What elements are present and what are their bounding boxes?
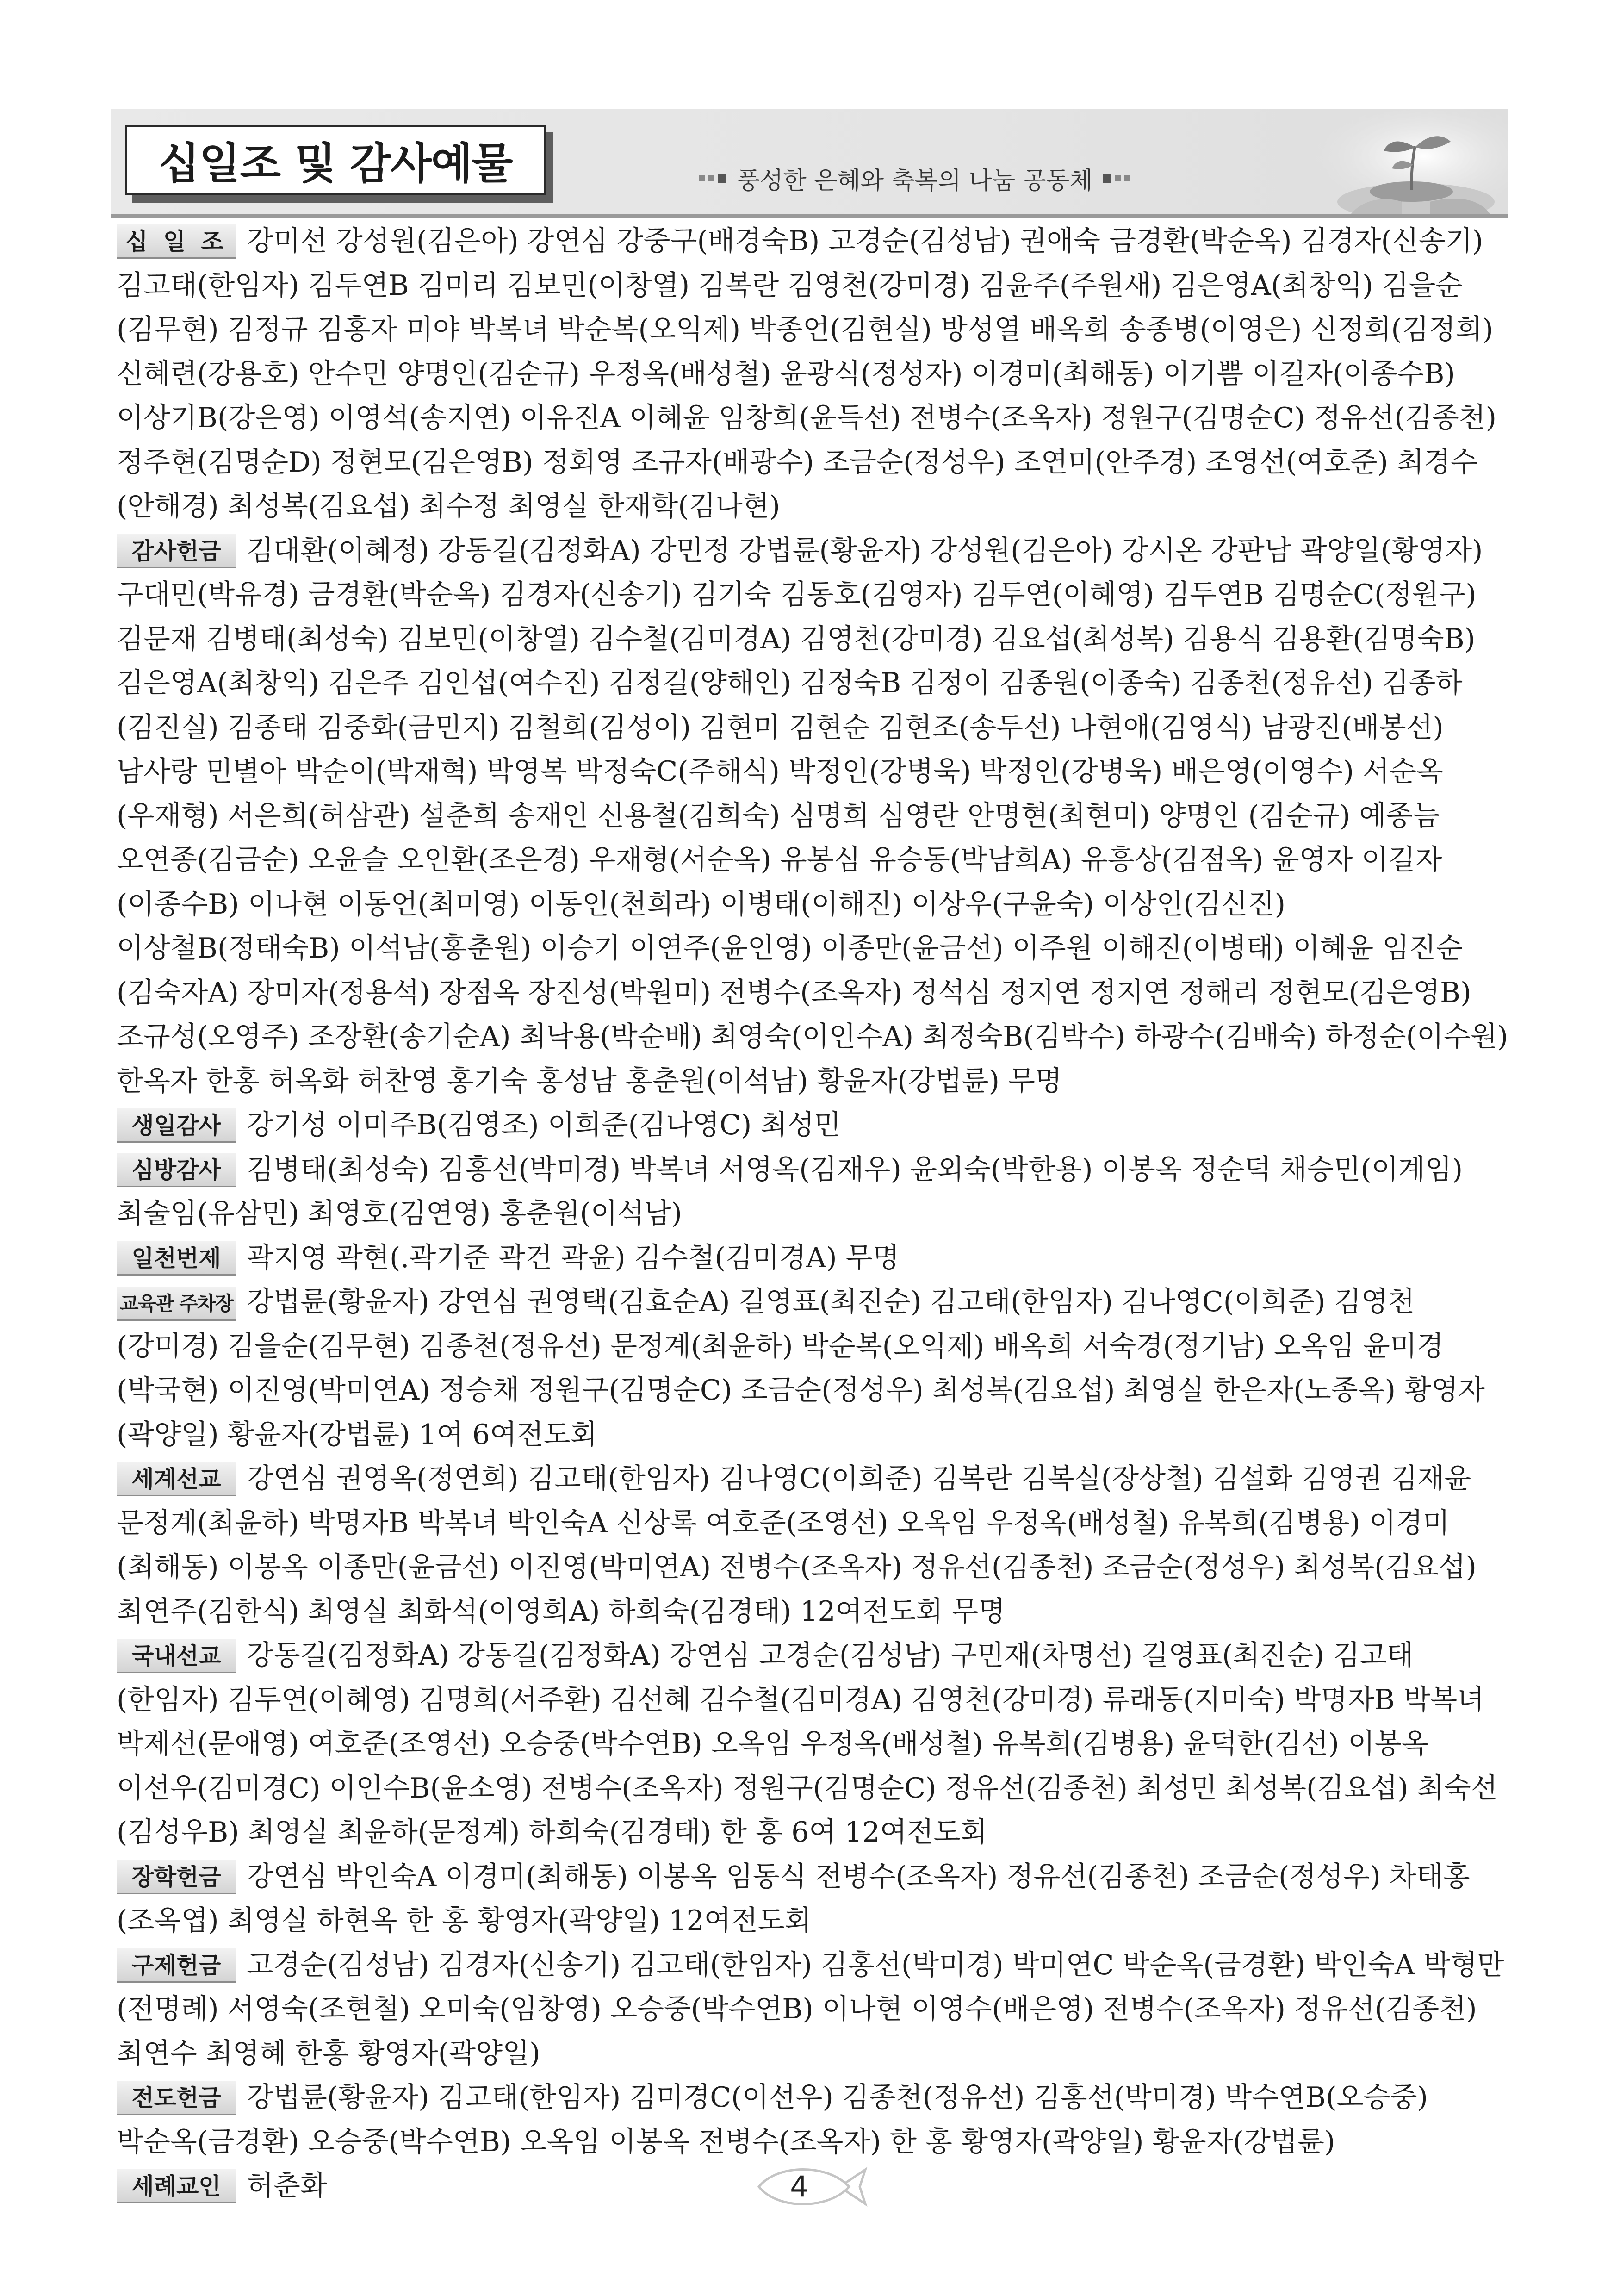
section-label: 십 일 조 (117, 224, 236, 259)
section-label: 세례교인 (117, 2169, 236, 2203)
page-title-box (125, 125, 546, 195)
section-label: 구제헌금 (117, 1948, 236, 1983)
section-thanks-offering (117, 529, 1509, 1104)
section-names: 김대환(이혜정) 강동길(김정화A) 강민정 강법륜(황윤자) 강성원(김은아) 강시온 강판남 곽양일(황영자) 구대민(박유경) 금경환(박순옥) 김경자(신송기) 김기숙 김동호(김영자) 김두연(이혜영) 김두연B 김명순C(정원구) 김문재 김병태(최성숙) 김보민(이창열) 김수철(김미경A) 김영천(강미경) 김요섭(최성복) 김용식 김용환(김명숙B) 김은영A(최창익) 김은주 김인섭(여수진) 김정길(양해인) 김정숙B 김정이 김종원(이종숙) 김종천(정유선) 김종하(김진실) 김종태 김중화(금민지) 김철희(김성이) 김현미 김현순 김현조(송두선) 나현애(김영식) 남광진(배봉선) 남사랑 민별아 박순이(박재혁) 박영복 박정숙C(주해식) 박정인(강병욱) 박정인(강병욱) 배은영(이영수) 서순옥(우재형) 서은희(허삼관) 설춘희 송재인 신용철(김희숙) 심명희 심영란 안명현(최현미) 양명인 (김순규) 예종늠 오연종(김금순) 오윤슬 오인환(조은경) 우재형(서순옥) 유봉심 유승동(박남희A) 유흥상(김점옥) 윤영자 이길자(이종수B) 이나현 이동언(최미영) 이동인(천희라) 이병태(이해진) 이상우(구윤숙) 이상인(김신진) 이상철B(정태숙B) 이석남(홍춘원) 이승기 이연주(윤인영) 이종만(윤금선) 이주원 이해진(이병태) 이혜윤 임진순(김숙자A) 장미자(정용석) 장점옥 장진성(박원미) 전병수(조옥자) 정석심 정지연 정지연 정해리 정현모(김은영B) 조규성(오영주) 조장환(송기순A) 최낙용(박순배) 최영숙(이인수A) 최정숙B(김박수) 하광수(김배숙) 하정순(이수원) 한옥자 한홍 허옥화 허찬영 홍기숙 홍성남 홍춘원(이석남) 황윤자(강법륜) 무명 (117, 534, 1508, 1097)
section-scholarship (117, 1855, 1509, 1943)
section-label: 세계선교 (117, 1462, 236, 1496)
page-title: 십일조 및 감사예물 (158, 139, 513, 188)
section-birthday-thanks (117, 1103, 1509, 1148)
section-tithe (117, 219, 1509, 529)
section-names: 강기성 이미주B(김영조) 이희준(김나영C) 최성민 (247, 1109, 841, 1141)
section-names: 강연심 박인숙A 이경미(최해동) 이봉옥 임동식 전병수(조옥자) 정유선(김종천) 조금순(정성우) 차태홍(조옥엽) 최영실 하현옥 한 홍 황영자(곽양일) 12여전도회 (117, 1860, 1470, 1937)
section-visitation-thanks (117, 1148, 1509, 1236)
section-label: 감사헌금 (117, 534, 236, 568)
section-thousand-offerings (117, 1236, 1509, 1281)
offering-list (117, 219, 1509, 2209)
section-world-mission (117, 1457, 1509, 1634)
section-names: 강동길(김정화A) 강동길(김정화A) 강연심 고경순(김성남) 구민재(차명선) 길영표(최진순) 김고태(한임자) 김두연(이혜영) 김명희(서주환) 김선혜 김수철(김미경A) 김영천(강미경) 류래동(지미숙) 박명자B 박복녀 박제선(문애영) 여호준(조영선) 오승중(박수연B) 오옥임 우정옥(배성철) 유복희(김병용) 윤덕한(김선) 이봉옥 이선우(김미경C) 이인수B(윤소영) 전병수(조옥자) 정원구(김명순C) 정유선(김종천) 최성민 최성복(김요섭) 최숙선(김성우B) 최영실 최윤하(문정계) 하희숙(김경태) 한 홍 6여 12여전도회 (117, 1639, 1498, 1848)
section-relief (117, 1943, 1509, 2076)
section-evangelism (117, 2076, 1509, 2164)
section-label: 교육관 주차장 (117, 1287, 236, 1321)
section-names: 허춘화 (247, 2170, 327, 2202)
page-number: 4 (790, 2170, 808, 2203)
seedling-hands-image (1296, 109, 1508, 214)
square-bullets-right-icon (1103, 174, 1130, 183)
section-education-parking (117, 1280, 1509, 1457)
section-names: 곽지영 곽현(.곽기준 곽건 곽윤) 김수철(김미경A) 무명 (247, 1241, 900, 1274)
section-domestic-mission (117, 1634, 1509, 1855)
subtitle-text: 풍성한 은혜와 축복의 나눔 공동체 (737, 167, 1093, 195)
section-names: 고경순(김성남) 김경자(신송기) 김고태(한임자) 김홍선(박미경) 박미연C 박순옥(금경환) 박인숙A 박형만(전명례) 서영숙(조현철) 오미숙(임창영) 오승중(박수연B) 이나현 이영수(배은영) 전병수(조옥자) 정유선(김종천) 최연수 최영혜 한홍 황영자(곽양일) (117, 1948, 1504, 2070)
section-names: 강미선 강성원(김은아) 강연심 강중구(배경숙B) 고경순(김성남) 권애숙 금경환(박순옥) 김경자(신송기) 김고태(한임자) 김두연B 김미리 김보민(이창열) 김복란 김영천(강미경) 김윤주(주원새) 김은영A(최창익) 김을순(김무현) 김정규 김홍자 미야 박복녀 박순복(오익제) 박종언(김현실) 방성열 배옥희 송종병(이영은) 신정희(김정희) 신혜련(강용호) 안수민 양명인(김순규) 우정옥(배성철) 윤광식(정성자) 이경미(최해동) 이기쁨 이길자(이종수B) 이상기B(강은영) 이영석(송지연) 이유진A 이혜윤 임창희(윤득선) 전병수(조옥자) 정원구(김명순C) 정유선(김종천) 정주현(김명순D) 정현모(김은영B) 정회영 조규자(배광수) 조금순(정성우) 조연미(안주경) 조영선(여호준) 최경수(안해경) 최성복(김요섭) 최수정 최영실 한재학(김나현) (117, 225, 1497, 523)
section-names: 강법륜(황윤자) 강연심 권영택(김효순A) 길영표(최진순) 김고태(한임자) 김나영C(이희준) 김영천(강미경) 김을순(김무현) 김종천(정유선) 문정계(최윤하) 박순복(오익제) 배옥희 서숙경(정기남) 오옥임 윤미경(박국현) 이진영(박미연A) 정승채 정원구(김명순C) 조금순(정성우) 최성복(김요섭) 최영실 한은자(노종옥) 황영자(곽양일) 황윤자(강법륜) 1여 6여전도회 (117, 1286, 1485, 1451)
section-label: 일천번제 (117, 1241, 236, 1276)
section-label: 장학헌금 (117, 1860, 236, 1894)
square-bullets-left-icon (699, 174, 726, 183)
section-label: 국내선교 (117, 1639, 236, 1673)
section-label: 전도헌금 (117, 2081, 236, 2115)
header-subtitle (699, 161, 1130, 196)
section-label: 생일감사 (117, 1108, 236, 1143)
section-names: 김병태(최성숙) 김홍선(박미경) 박복녀 서영옥(김재우) 윤외숙(박한용) 이봉옥 정순덕 채승민(이계임) 최술임(유삼민) 최영호(김연영) 홍춘원(이석남) (117, 1153, 1463, 1230)
section-label: 심방감사 (117, 1153, 236, 1187)
section-names: 강연심 권영옥(정연희) 김고태(한임자) 김나영C(이희준) 김복란 김복실(장상철) 김설화 김영권 김재윤 문정계(최윤하) 박명자B 박복녀 박인숙A 신상록 여호준(조영선) 오옥임 우정옥(배성철) 유복희(김병용) 이경미(최해동) 이봉옥 이종만(윤금선) 이진영(박미연A) 전병수(조옥자) 정유선(김종천) 조금순(정성우) 최성복(김요섭) 최연주(김한식) 최영실 최화석(이영희A) 하희숙(김경태) 12여전도회 무명 (117, 1462, 1477, 1628)
section-names: 강법륜(황윤자) 김고태(한임자) 김미경C(이선우) 김종천(정유선) 김홍선(박미경) 박수연B(오승중) 박순옥(금경환) 오승중(박수연B) 오옥임 이봉옥 전병수(조옥자) 한 홍 황영자(곽양일) 황윤자(강법륜) (117, 2081, 1428, 2158)
